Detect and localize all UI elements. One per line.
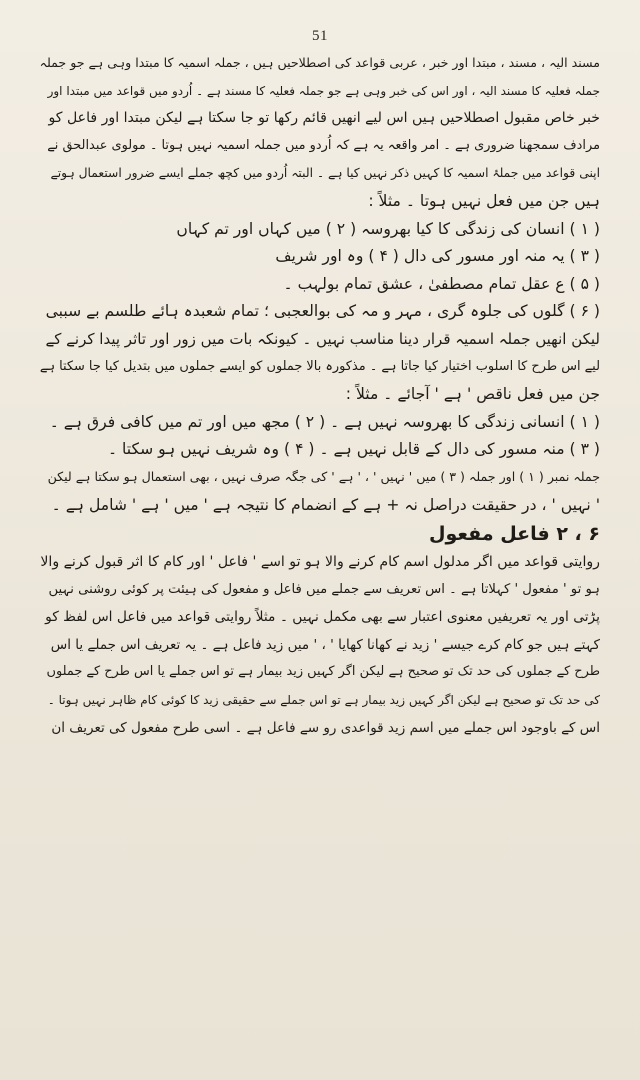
text-line: کی حد تک تو صحیح ہے لیکن اگر کہیں زید بیمار ہے تو اس جملے سے حقیقی زید کا کوئی کام ظاہر نہیں ہوتا ۔ [47, 693, 600, 708]
text-line: مرادف سمجھنا ضروری ہے ۔ امر واقعہ یہ ہے کہ اُردو میں جملہ اسمیہ نہیں ہوتا ۔ مولوی عبدالحق نے [47, 137, 600, 153]
section-heading: ۶ ، ۲ فاعل مفعول [429, 523, 600, 546]
example-row: ( ۳ ) یہ منہ اور مسور کی دال ( ۴ ) وہ اور شریف [275, 247, 600, 266]
text-line: خبر خاص مقبول اصطلاحیں ہیں اس لیے انھیں قائم رکھا تو جا سکتا ہے لیکن مبتدا اور فاعل کو [48, 110, 600, 127]
text-line: لیے اس طرح کا اسلوب اختیار کیا جاتا ہے ۔ مذکورہ بالا جملوں کو ایسے جملوں میں بتدیل کیا جا سکتا ہے [39, 358, 600, 374]
text-line: طرح کے جملوں کی حد تک تو صحیح ہے لیکن اگر کہیں زید بیمار ہے تو اس جملے یا اس طرح کے جملوں [46, 664, 600, 680]
example-row: ( ۵ ) ع عقل تمام مصطفیٰ ، عشق تمام بولہب ۔ [283, 274, 600, 293]
example-row: ( ۳ ) منہ مسور کی دال کے قابل نہیں ہے ۔ ( ۴ ) وہ شریف نہیں ہو سکتا ۔ [107, 440, 600, 459]
example-row: ( ۱ ) انسان کی زندگی کا کیا بھروسہ ( ۲ ) میں کہاں اور تم کہاں [176, 219, 600, 238]
page-number: 51 [312, 28, 328, 44]
text-line: اپنی قواعد میں جملۂ اسمیہ کا کہیں ذکر نہیں کیا ہے ۔ البتہ اُردو میں کچھ جملے ایسے ضرور استعمال ہوتے [50, 166, 600, 181]
example-row: ( ۶ ) گلوں کی جلوہ گری ، مہر و مہ کی بوالعجبی ؛ تمام شعبدہ ہائے طلسم بے سببی [45, 302, 600, 321]
text-line: پڑتی اور یہ تعریفیں معنوی اعتبار سے بھی مکمل نہیں ۔ مثلاً روایتی قواعد میں فاعل اس لفظ کو [45, 609, 600, 626]
example-row: ( ۱ ) انسانی زندگی کا بھروسہ نہیں ہے ۔ ( ۲ ) مجھ میں اور تم میں کافی فرق ہے ۔ [49, 412, 600, 431]
text-line: روایتی قواعد میں اگر مدلول اسم کام کرنے والا ہو تو اسے ' فاعل ' اور کام کا اثر قبول کرنے والا [40, 554, 600, 571]
text-line: ہیں جن میں فعل نہیں ہوتا ۔ مثلاً : [368, 191, 600, 210]
text-line: ' نہیں ' ، در حقیقت دراصل نہ + ہے کے انضمام کا نتیجہ ہے ' میں ' ہے ' شامل ہے ۔ [51, 495, 600, 514]
page-body [40, 53, 600, 745]
text-line: اس کے باوجود اس جملے میں اسم زید قواعدی رو سے فاعل ہے ۔ اسی طرح مفعول کی تعریف ان [51, 719, 600, 736]
text-line: جملہ فعلیہ کا مسند الیہ ، اور اس کی خبر وہی ہے جو جملہ فعلیہ کا مسند ہے ۔ اُردو میں قواعد میں مبتدا اور [47, 83, 600, 98]
text-line: مسند الیہ ، مسند ، مبتدا اور خبر ، عربی قواعد کی اصطلاحیں ہیں ، جملہ اسمیہ کا مبتدا وہی ہے جو جملہ [39, 55, 600, 70]
text-line: جن میں فعل ناقص ' ہے ' آجائے ۔ مثلاً : [345, 385, 600, 404]
text-line: کہتے ہیں جو کام کرے جیسے ' زید نے کھانا کھایا ' ، ' میں زید فاعل ہے ۔ یہ تعریف اس جملے یا اس [50, 636, 600, 653]
text-line: جملہ نمبر ( ۱ ) اور جملہ ( ۳ ) میں ' نہیں ' ، ' ہے ' کی جگہ صرف نہیں ، بھی استعمال ہو سکتا ہے لیکن [47, 468, 600, 484]
text-line: ہو تو ' مفعول ' کہلاتا ہے ۔ اس تعریف سے جملے میں فاعل و مفعول کی ہیئت پر کوئی روشنی نہیں [48, 581, 600, 597]
text-line: لیکن انھیں جملہ اسمیہ قرار دینا مناسب نہیں ۔ کیونکہ بات میں زور اور تاثر پیدا کرنے کے [45, 329, 600, 348]
